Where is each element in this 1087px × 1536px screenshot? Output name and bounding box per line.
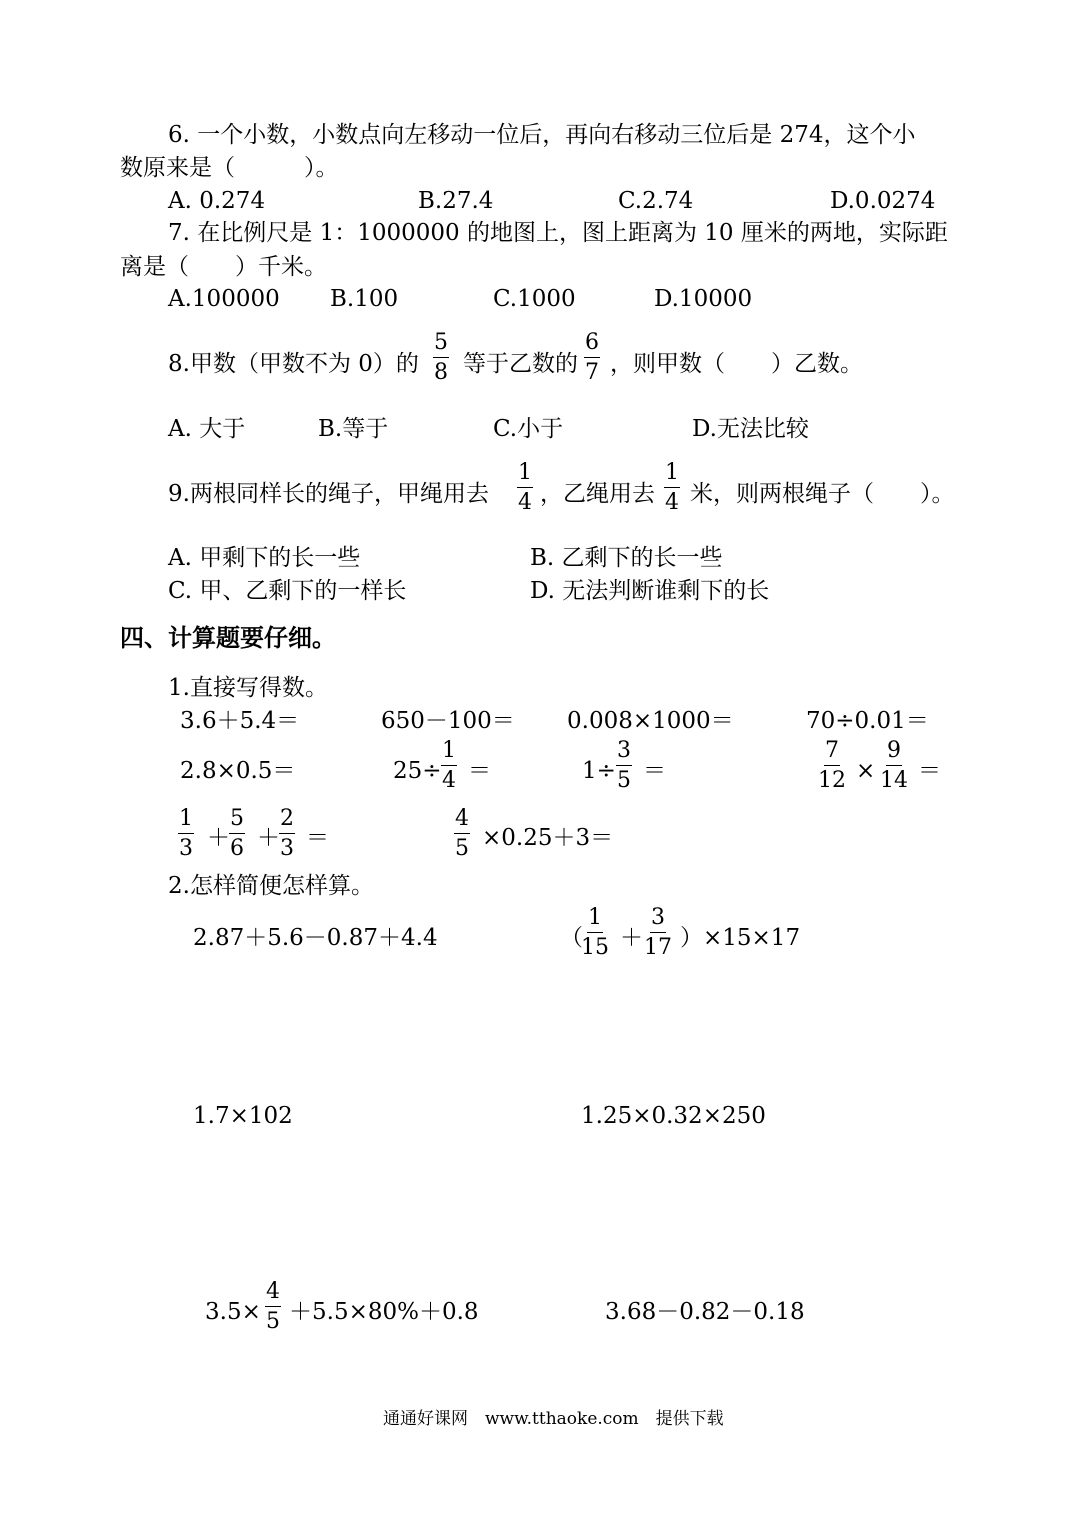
q8-option-b: B.等于: [318, 416, 389, 442]
calc-2-4-numerator-2: 9: [886, 740, 902, 766]
q9-option-c: C. 甲、乙剩下的一样长: [168, 578, 407, 604]
q8-middle: 等于乙数的: [463, 351, 578, 377]
calc-1-3: 0.008×1000＝: [567, 708, 734, 734]
q9-option-a: A. 甲剩下的长一些: [168, 545, 361, 571]
simplify-2-open: （: [560, 925, 583, 951]
q7-option-a: A.100000: [168, 286, 280, 312]
q8-option-a: A. 大于: [168, 416, 246, 442]
calc-3-1-numerator-2: 5: [229, 808, 245, 834]
q6-option-c: C.2.74: [618, 188, 694, 214]
calc-3-1-denominator-3: 3: [280, 836, 294, 861]
simplify-2-close: ）×15×17: [680, 925, 801, 951]
section-4-heading: 四、计算题要仔细。: [120, 624, 336, 652]
q9-suffix: 米，则两根绳子（ ）。: [690, 481, 955, 507]
calc-2-4-fraction-1: [818, 740, 846, 792]
calc-3-2-fraction: [454, 808, 470, 860]
calc-2-2-denominator: 4: [442, 768, 456, 793]
q9-fraction-1-denominator: 4: [518, 490, 532, 515]
calc-2-4-denominator-2: 14: [880, 768, 908, 793]
q8-fraction-1: [433, 332, 449, 384]
part2-title: 2.怎样简便怎样算。: [168, 873, 374, 899]
calc-3-2-numerator: 4: [454, 808, 470, 834]
q8-option-d: D.无法比较: [692, 416, 809, 442]
calc-1-1: 3.6＋5.4＝: [180, 708, 300, 734]
q9-fraction-1: [517, 462, 533, 514]
part1-title: 1.直接写得数。: [168, 675, 328, 701]
calc-3-2-suffix: ×0.25＋3＝: [482, 825, 614, 851]
calc-2-4-operator: ×: [856, 758, 876, 784]
q9-fraction-1-numerator: 1: [517, 462, 533, 488]
simplify-5-suffix: ＋5.5×80%＋0.8: [289, 1299, 479, 1325]
calc-2-4-denominator-1: 12: [818, 768, 846, 793]
calc-3-1-fraction-3: [279, 808, 295, 860]
simplify-5-denominator: 5: [266, 1309, 280, 1334]
calc-3-1-numerator-1: 1: [178, 808, 194, 834]
simplify-5-prefix: 3.5×: [205, 1299, 261, 1325]
calc-3-1-denominator-2: 6: [230, 836, 244, 861]
simplify-2-denominator-2: 17: [644, 935, 672, 960]
q8-option-c: C.小于: [493, 416, 564, 442]
q8-fraction-2-denominator: 7: [585, 360, 599, 385]
simplify-3: 1.7×102: [193, 1103, 293, 1129]
calc-2-2-numerator: 1: [441, 740, 457, 766]
q9-fraction-2-numerator: 1: [664, 462, 680, 488]
q9-fraction-2: [664, 462, 680, 514]
footer-text: 通通好课网 www.tthaoke.com 提供下载: [383, 1409, 724, 1429]
q7-line1: 7. 在比例尺是 1：1000000 的地图上，图上距离为 10 厘米的两地，实际距: [168, 220, 948, 246]
q7-line2: 离是（ ）千米。: [120, 254, 327, 280]
simplify-6: 3.68－0.82－0.18: [605, 1299, 805, 1325]
calc-3-1-op-2: ＋: [257, 825, 280, 851]
q7-option-d: D.10000: [654, 286, 753, 312]
calc-2-2-suffix: ＝: [468, 758, 491, 784]
simplify-2-denominator-1: 15: [581, 935, 609, 960]
q9-option-d: D. 无法判断谁剩下的长: [530, 578, 770, 604]
q8-fraction-2: [584, 332, 600, 384]
calc-3-1-op-1: ＋: [207, 825, 230, 851]
simplify-4: 1.25×0.32×250: [581, 1103, 766, 1129]
calc-3-1-fraction-1: [178, 808, 194, 860]
simplify-2-fraction-1: [581, 907, 609, 959]
q6-option-b: B.27.4: [418, 188, 494, 214]
simplify-2-numerator-2: 3: [650, 907, 666, 933]
q6-line2: 数原来是（ ）。: [120, 155, 339, 181]
calc-2-2-fraction: [441, 740, 457, 792]
q8-fraction-1-denominator: 8: [434, 360, 448, 385]
calc-3-2-denominator: 5: [455, 836, 469, 861]
calc-2-3-numerator: 3: [616, 740, 632, 766]
calc-2-4-suffix: ＝: [918, 758, 941, 784]
simplify-5-fraction: [265, 1281, 281, 1333]
simplify-1: 2.87＋5.6－0.87＋4.4: [193, 925, 438, 951]
calc-1-2: 650－100＝: [381, 708, 515, 734]
q8-fraction-1-numerator: 5: [433, 332, 449, 358]
q8-prefix: 8.甲数（甲数不为 0）的: [168, 351, 419, 377]
q8-fraction-2-numerator: 6: [584, 332, 600, 358]
simplify-2-operator: ＋: [620, 925, 643, 951]
calc-3-1-numerator-3: 2: [279, 808, 295, 834]
calc-2-3-suffix: ＝: [643, 758, 666, 784]
simplify-2-numerator-1: 1: [587, 907, 603, 933]
calc-3-1-suffix: ＝: [306, 825, 329, 851]
q9-middle: ，乙绳用去: [540, 481, 655, 507]
simplify-5-numerator: 4: [265, 1281, 281, 1307]
q9-option-b: B. 乙剩下的长一些: [530, 545, 723, 571]
q6-line1: 6. 一个小数，小数点向左移动一位后，再向右移动三位后是 274，这个小: [168, 122, 916, 148]
calc-3-1-fraction-2: [229, 808, 245, 860]
calc-1-4: 70÷0.01＝: [806, 708, 929, 734]
simplify-2-fraction-2: [644, 907, 672, 959]
q7-option-b: B.100: [330, 286, 399, 312]
q9-fraction-2-denominator: 4: [665, 490, 679, 515]
calc-2-3-fraction: [616, 740, 632, 792]
q6-option-a: A. 0.274: [168, 188, 266, 214]
calc-3-1-denominator-1: 3: [179, 836, 193, 861]
calc-2-1: 2.8×0.5＝: [180, 758, 296, 784]
q9-prefix: 9.两根同样长的绳子，甲绳用去: [168, 481, 489, 507]
q7-option-c: C.1000: [493, 286, 576, 312]
q8-suffix: ，则甲数（ ）乙数。: [610, 351, 863, 377]
calc-2-2-prefix: 25÷: [393, 758, 442, 784]
calc-2-3-denominator: 5: [617, 768, 631, 793]
q6-option-d: D.0.0274: [830, 188, 936, 214]
calc-2-3-prefix: 1÷: [582, 758, 616, 784]
calc-2-4-numerator-1: 7: [824, 740, 840, 766]
calc-2-4-fraction-2: [880, 740, 908, 792]
